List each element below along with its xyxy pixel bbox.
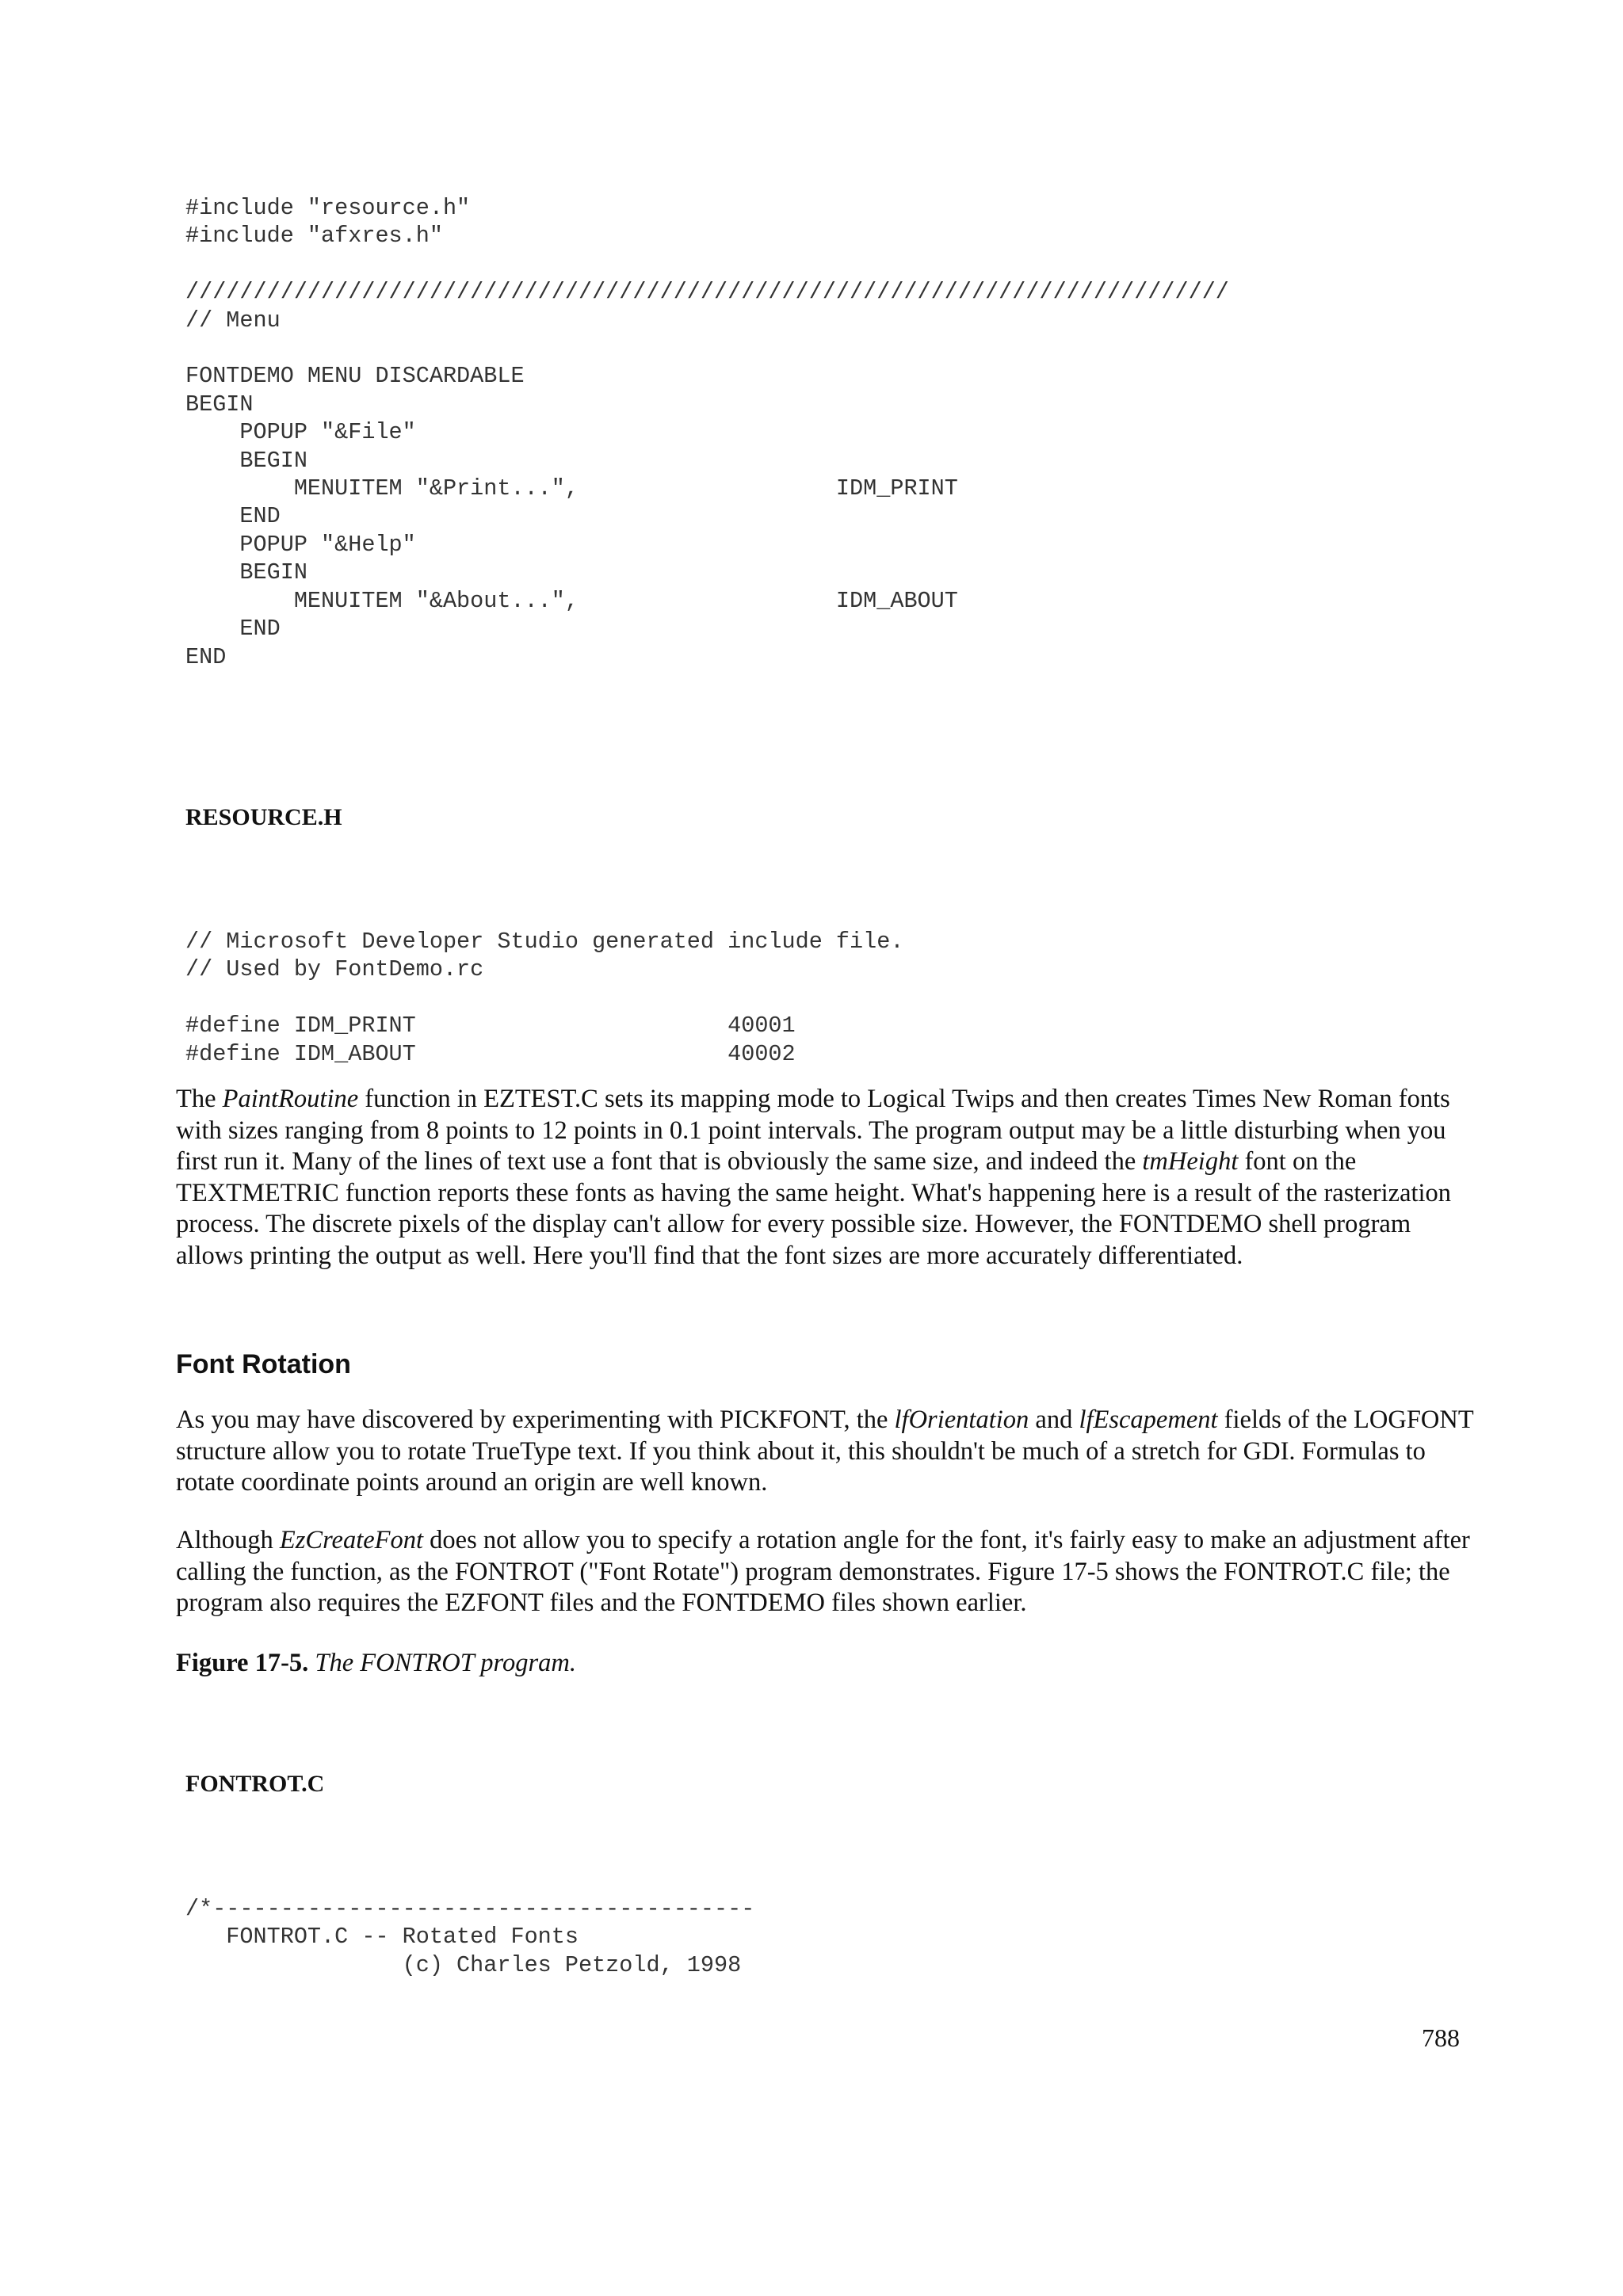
paragraph-text: function in EZTEST.C sets its mapping mode to Logical Twips and then creates Times New Roman fonts with sizes ranging from 8 points to 12 points in 0.1 point intervals. The program output may be a little disturbing when you first run it. Many of the lines of text use a font that is obviously the same size, and indeed the xyxy=(176,1085,1450,1176)
code-line: END xyxy=(185,616,281,643)
body-paragraph-ezcreatefont xyxy=(176,1525,1476,1619)
code-line: #define IDM_ABOUT 40002 xyxy=(185,1040,796,1067)
figure-label: Figure 17-5. xyxy=(176,1649,309,1677)
function-name: PaintRoutine xyxy=(222,1085,359,1113)
code-line: MENUITEM "&Print...", IDM_PRINT xyxy=(185,475,958,502)
code-line: /*---------------------------------------- xyxy=(185,1896,755,1922)
code-listing-fontrot-c xyxy=(185,1895,754,1979)
code-line: END xyxy=(185,643,227,670)
code-line: BEGIN xyxy=(185,559,307,586)
paragraph-text: and xyxy=(1029,1405,1079,1434)
function-name: EzCreateFont xyxy=(279,1526,424,1554)
field-name: tmHeight xyxy=(1142,1147,1239,1176)
field-name: lfOrientation xyxy=(894,1405,1029,1434)
code-listing-fontdemo-rc xyxy=(185,194,1229,671)
code-line: FONTDEMO MENU DISCARDABLE xyxy=(185,363,525,390)
body-paragraph-paintroutine xyxy=(176,1084,1476,1272)
code-line: // Used by FontDemo.rc xyxy=(185,956,484,983)
code-line: END xyxy=(185,503,281,530)
paragraph-text: font on the TEXTMETRIC function reports these fonts as having the same height. What's happening here is a result of the rasterization process. The discrete pixels of the display can't allow for every possible size. However, the FONTDEMO shell program allows printing the output as well. Here you'll find that the font sizes are more accurately differentiated. xyxy=(176,1147,1452,1270)
paragraph-text: As you may have discovered by experimenting with PICKFONT, the xyxy=(176,1405,895,1434)
code-line: (c) Charles Petzold, 1998 xyxy=(185,1951,742,1978)
file-header-resource-h: RESOURCE.H xyxy=(185,804,342,830)
figure-title: The FONTROT program. xyxy=(308,1649,576,1677)
code-line: BEGIN xyxy=(185,447,307,474)
code-line: #include "afxres.h" xyxy=(185,223,443,250)
page-number: 788 xyxy=(1422,2023,1460,2052)
paragraph-text: does not allow you to specify a rotation angle for the font, it's fairly easy to make an adjustment after calling the function, as the FONTROT ("Font Rotate") program demonstrates. Figure 17-5 shows the FONTROT.C file; the program also requires the EZFONT files and the FONTDEMO files shown earlier. xyxy=(176,1526,1470,1617)
code-line: // Microsoft Developer Studio generated include file. xyxy=(185,929,904,955)
code-line: #include "resource.h" xyxy=(185,195,471,221)
code-line: // Menu xyxy=(185,307,281,334)
code-line: BEGIN xyxy=(185,391,254,418)
paragraph-text: Although xyxy=(176,1526,280,1554)
code-line: FONTROT.C -- Rotated Fonts xyxy=(185,1924,579,1951)
code-line: POPUP "&File" xyxy=(185,419,416,446)
code-line: MENUITEM "&About...", IDM_ABOUT xyxy=(185,587,958,614)
field-name: lfEscapement xyxy=(1079,1405,1218,1434)
paragraph-text: fields of the LOGFONT structure allow you to rotate TrueType text. If you think about it, this shouldn't be much of a stretch for GDI. Formulas to rotate coordinate points around an origin are well known. xyxy=(176,1405,1474,1497)
code-line: ///////////////////////////////////////////////////////////////////////////// xyxy=(185,279,1229,306)
paragraph-text: The xyxy=(176,1085,223,1113)
file-header-fontrot-c: FONTROT.C xyxy=(185,1771,325,1797)
code-listing-resource-h xyxy=(185,928,903,1068)
body-paragraph-rotation-intro xyxy=(176,1405,1476,1499)
figure-caption xyxy=(176,1648,1476,1680)
code-line: #define IDM_PRINT 40001 xyxy=(185,1013,796,1039)
code-line: POPUP "&Help" xyxy=(185,531,416,558)
section-heading: Font Rotation xyxy=(176,1349,351,1379)
